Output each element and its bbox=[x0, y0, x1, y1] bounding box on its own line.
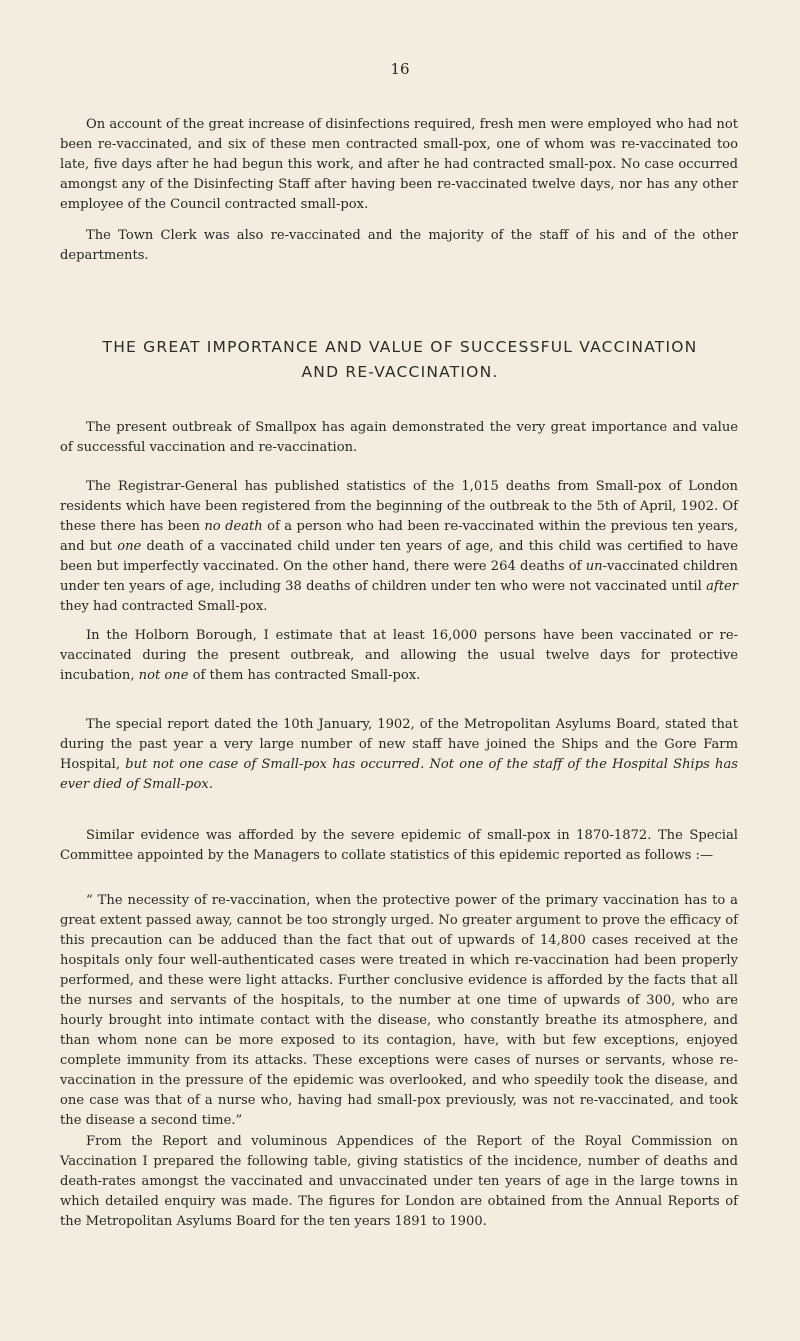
emphasis-un: un bbox=[585, 559, 603, 574]
paragraph-royal-commission: From the Report and voluminous Appendices of the Report of the Royal Commission on Vaccination I prepared the following table, giving statistics of the incidence, number of deaths and death-rates amongst the vaccinated and unvaccinated under ten years of age in the large towns in which detailed enquiry was made. The figures for London are obtained from the Annual Reports of the Metropolitan Asylums Board for the ten years 1891 to 1900. bbox=[60, 1134, 738, 1229]
paragraph-present-outbreak: The present outbreak of Smallpox has again demonstrated the very great importance and value of successful vaccination and re-vaccination. bbox=[60, 420, 738, 455]
text-run: death of a vaccinated child under ten years of age, and this child was certified to have been but imperfectly vaccinated. On the other hand, there were 264 deaths of bbox=[60, 539, 738, 574]
emphasis-no-death: no death bbox=[204, 519, 263, 534]
paragraph-registrar-general bbox=[60, 477, 738, 617]
text-run: -vaccinated children under ten years of age, including 38 deaths of children under ten who were not vaccinated until bbox=[60, 559, 738, 594]
page-number: 16 bbox=[390, 60, 410, 78]
section-heading-line-2: AND RE-VACCINATION. bbox=[301, 363, 499, 381]
text-run: of them has contracted Small-pox. bbox=[188, 668, 421, 683]
text-run: of a person who had been re-vaccinated within the previous ten years, and but bbox=[60, 519, 738, 554]
text-run: they had contracted Small-pox. bbox=[60, 599, 268, 614]
paragraph-disinfecting-staff: On account of the great increase of disinfections required, fresh men were employed who had not been re-vaccinated, and six of these men contracted small-pox, one of whom was re-vaccinated too late, five days after he had begun this work, and after he had contracted small-pox. No case occurred amongst any of the Disinfecting Staff after having been re-vaccinated twelve days, nor has any other employee of the Council contracted small-pox. bbox=[60, 117, 739, 212]
paragraph-special-report bbox=[60, 715, 738, 795]
text-run: The Registrar-General has published statistics of the 1,015 deaths from Small-pox of London residents which have been registered from the beginning of the outbreak to the 5th of April, 1902. Of these there has been bbox=[60, 479, 738, 534]
text-run: The special report dated the 10th January, 1902, of the Metropolitan Asylums Board, stated that during the past year a very large number of new staff have joined the Ships and the Gore Farm Hospital, bbox=[60, 717, 738, 772]
emphasis-not-one: not one bbox=[138, 668, 189, 683]
paragraph-holborn-borough bbox=[60, 626, 738, 686]
paragraph-town-clerk: The Town Clerk was also re-vaccinated and the majority of the staff of his and of the other departments. bbox=[60, 228, 738, 263]
emphasis-one: one bbox=[117, 539, 142, 554]
text-run: In the Holborn Borough, I estimate that at least 16,000 persons have been vaccinated or re-vaccinated during the present outbreak, and allowing the usual twelve days for protective incubation, bbox=[60, 628, 738, 683]
paragraph-committee-quote: “ The necessity of re-vaccination, when the protective power of the primary vaccination has to a great extent passed away, cannot be too strongly urged. No greater argument to prove the efficacy of this precaution can be adduced than the fact that out of upwards of 14,800 cases received at the hospitals only four well-authenticated cases were treated in which re-vaccination had been properly performed, and these were light attacks. Further conclusive evidence is afforded by the facts that all the nurses and servants of the hospitals, to the number at one time of upwards of 300, who are hourly brought into intimate contact with the disease, who constantly breathe its atmosphere, and than whom none can be more exposed to its contagion, have, with but few exceptions, enjoyed complete immunity from its attacks. These exceptions were cases of nurses or servants, whose re-vaccination in the pressure of the epidemic was overlooked, and who speedily took the disease, and one case was that of a nurse who, having had small-pox previously, was not re-vaccinated, and took the disease a second time.” bbox=[60, 893, 738, 1128]
paragraph-similar-evidence: Similar evidence was afforded by the severe epidemic of small-pox in 1870-1872. The Special Committee appointed by the Managers to collate statistics of this epidemic reported as follows :— bbox=[60, 828, 738, 863]
emphasis-no-case: but not one case of Small-pox has occurred. Not one of the staff of the Hospital Ships has ever died of Small-pox. bbox=[60, 757, 739, 792]
section-heading-line-1: THE GREAT IMPORTANCE AND VALUE OF SUCCESSFUL VACCINATION bbox=[102, 338, 698, 356]
emphasis-after: after bbox=[706, 579, 738, 594]
